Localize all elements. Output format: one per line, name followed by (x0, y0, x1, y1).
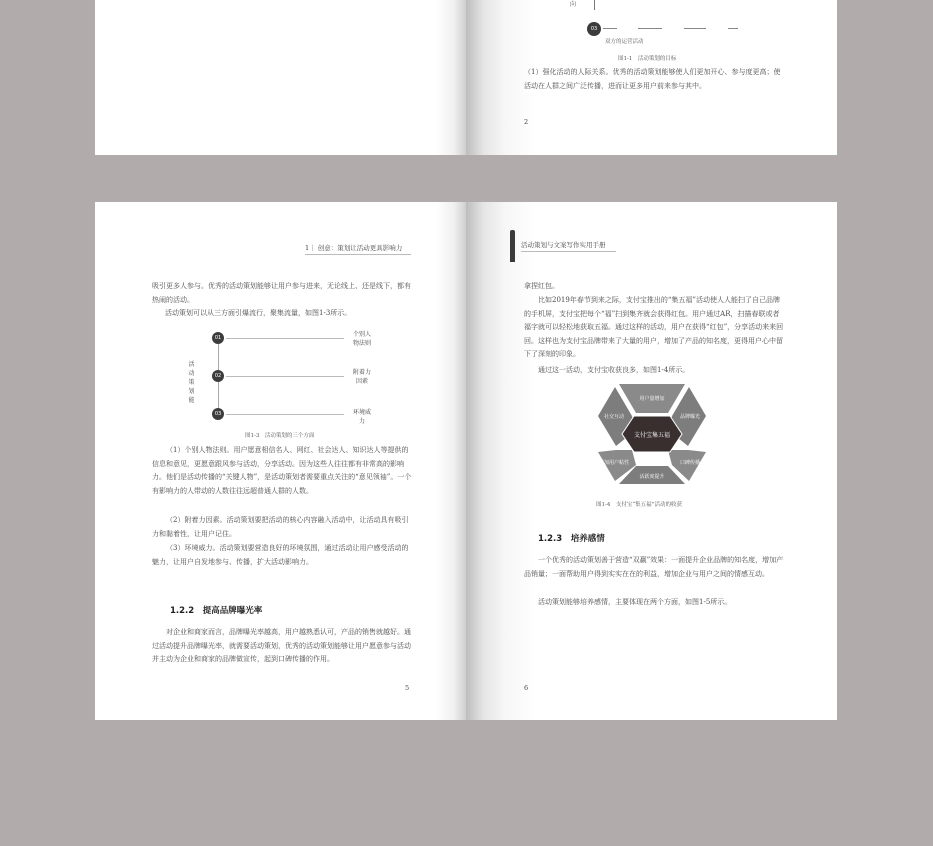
hexagon-diagram (582, 380, 722, 500)
top-left-page (95, 0, 466, 155)
top-node-line-3 (684, 28, 706, 29)
right-header-rule (521, 251, 616, 252)
left-page-number: 5 (405, 684, 410, 692)
top-node-line-2 (638, 28, 662, 29)
diagram-line-01 (226, 338, 344, 339)
right-para-1: 比如2019年春节到来之际，支付宝推出的“集五福”活动使人人能扫了自己品牌的手机屏，支付宝把每个“福”扫到集齐就会获得红包。用户通过AR，扫描春联或者福字就可以轻松地获取五福。通过这样的活动，用户在获得“红包”，分享活动来来回回。这样也为支付宝品牌带来了大量的用户，增加了产品的知名度，更得用户心中留下了深刻的印象。 (524, 296, 784, 359)
left-section-title: 1.2.2 提高品牌曝光率 (170, 606, 263, 616)
right-intro: 拿捏红包。 (524, 282, 559, 290)
bottom-right-page (466, 202, 837, 720)
right-section-title: 1.2.3 培养感情 (538, 534, 605, 544)
top-paragraph: （1）强化活动的人际关系。优秀的活动策划能够使人们更加开心、参与度更高；使活动在人群之间广泛传播，进而让更多用户前来参与其中。 (524, 68, 781, 90)
top-right-page (466, 0, 837, 155)
diagram-label-03: 环境威力 (353, 409, 372, 425)
top-node-03: 03 (587, 22, 601, 36)
top-node-label: 双方的运营活动 (605, 39, 644, 45)
right-para-3: 活动策划能够培养感情，主要体现在两个方面，如图1-5所示。 (538, 598, 732, 606)
left-running-header: 1｜ 创意：策划让活动更具影响力 (305, 244, 403, 252)
diagram-vertical-label: 活动策划能 (188, 361, 195, 404)
left-header-rule (305, 254, 411, 255)
hex-label-2: 口碑传播 (679, 460, 701, 466)
left-para-2: （2）附着力因素。活动策划要把活动的核心内容融入活动中，让活动具有吸引力和黏着性，让用户记住。 (152, 516, 409, 538)
left-para-1: （1）个别人物法则。用户愿意相信名人、网红、社会达人、知识达人等提供的信息和意见，更愿意跟风参与活动，分享活动。因为这些人往往都有非常高的影响力。他们是活动传播的“关键人物”，是活动策划者需要重点关注的“意见领袖”。一个有影响力的人带动的人数往往远超普通人群的人数。 (152, 446, 412, 495)
diagram-node-03: 03 (212, 408, 224, 420)
hex-label-4: 增加用户粘性 (598, 460, 630, 466)
hex-center-label: 支付宝集五福 (633, 432, 671, 439)
right-para-2: 一个优秀的活动策划善于营造“双赢”效果：一面提升企业品牌的知名度，增加产品销量；一面帮助用户得到实实在在的利益，增加企业与用户之间的情感互动。 (524, 556, 784, 578)
hex-label-3: 活跃度提升 (639, 474, 665, 480)
hex-label-1: 品牌曝光 (679, 414, 701, 420)
diagram-node-01: 01 (212, 332, 224, 344)
top-figure-caption: 图1-1 活动策划的目标 (618, 56, 677, 62)
bottom-left-page (95, 202, 466, 720)
hex-label-0: 用户量增加 (639, 396, 665, 402)
left-intro: 吸引更多人参与。优秀的活动策划能够让用户参与进来，无论线上、还是线下，都有热闹的活动。 (152, 282, 411, 304)
left-lead: 活动策划可以从三方面引爆流行，聚集流量，如图1-3所示。 (165, 309, 352, 317)
diagram-line-03 (226, 414, 344, 415)
right-lead: 通过这一活动，支付宝收获良多，如图1-4所示。 (538, 366, 690, 374)
top-divider (594, 0, 595, 10)
diagram-label-01: 个别人物法则 (353, 331, 372, 347)
right-figure-caption: 图1-4 支付宝“集五福”活动的收获 (596, 502, 682, 508)
diagram-node-02: 02 (212, 370, 224, 382)
hex-label-5: 社交互动 (603, 414, 625, 420)
left-para-3: （3）环境威力。活动策划要营造良好的环境氛围，通过活动让用户感受活动的魅力，让用户自发地参与、传播，扩大活动影响力。 (152, 544, 409, 566)
diagram-line-02 (226, 376, 344, 377)
left-section-para: 对企业和商家而言，品牌曝光率越高，用户越熟悉认可，产品的销售就越好。通过活动提升品牌曝光率，就需要活动策划，优秀的活动策划能够让用户愿意参与活动并主动为企业和商家的品牌做宣传，起到口碑传播的作用。 (152, 628, 411, 664)
right-running-header: 活动策划与文案写作实用手册 (521, 241, 606, 249)
header-figure-icon (510, 230, 515, 262)
top-node-line-4 (728, 28, 738, 29)
top-corner-char: 向 (570, 1, 577, 8)
diagram-label-02: 附着力因素 (352, 369, 371, 385)
top-node-line-1 (603, 28, 617, 29)
right-page-number: 6 (524, 684, 529, 692)
top-page-number: 2 (524, 118, 529, 126)
left-figure-caption: 图1-3 活动策划的三个方面 (245, 433, 315, 439)
